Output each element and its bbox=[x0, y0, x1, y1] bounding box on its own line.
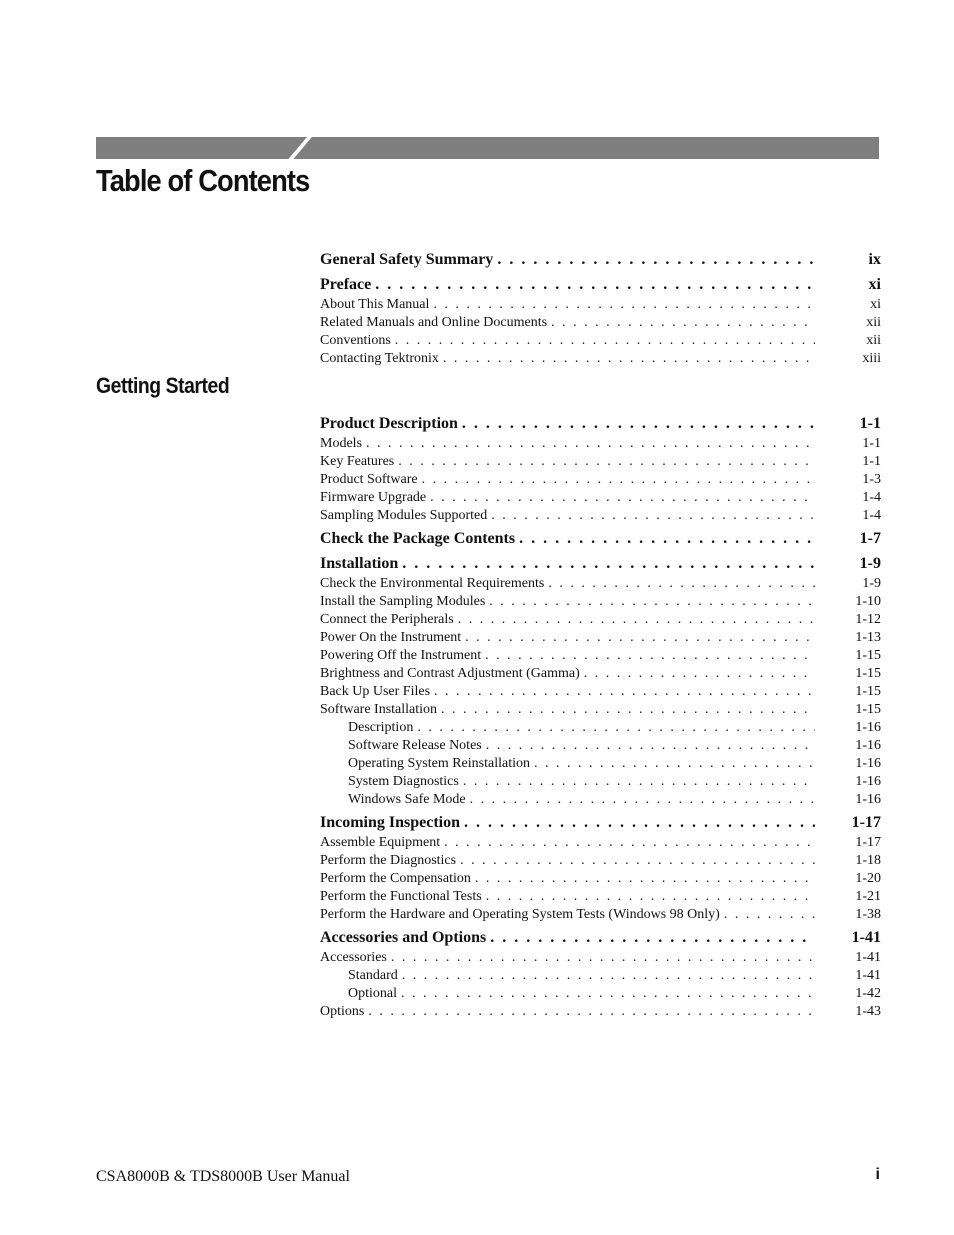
toc-entry[interactable] bbox=[320, 332, 881, 350]
footer-manual-title: CSA8000B & TDS8000B User Manual bbox=[96, 1168, 350, 1185]
toc-entry[interactable] bbox=[320, 773, 881, 791]
toc-entry-label: Windows Safe Mode bbox=[348, 792, 466, 807]
header-banner bbox=[96, 137, 879, 159]
toc-entry[interactable] bbox=[320, 927, 881, 949]
toc-entry[interactable] bbox=[320, 665, 881, 683]
toc-leader-dots bbox=[534, 755, 815, 773]
toc-entry-page: 1-4 bbox=[862, 490, 881, 505]
toc-entry-page: 1-3 bbox=[862, 472, 881, 487]
toc-entry-page: xii bbox=[866, 333, 881, 348]
toc-entry-page: 1-10 bbox=[855, 594, 881, 609]
toc-entry-page: 1-43 bbox=[855, 1004, 881, 1019]
toc-entry-label: Product Description bbox=[320, 415, 458, 432]
toc-entry[interactable] bbox=[320, 852, 881, 870]
toc-entry[interactable] bbox=[320, 755, 881, 773]
toc-entry-page: 1-17 bbox=[855, 835, 881, 850]
toc-leader-dots bbox=[422, 471, 815, 489]
toc-leader-dots bbox=[497, 249, 815, 271]
toc-entry-page: 1-15 bbox=[855, 648, 881, 663]
toc-entry[interactable] bbox=[320, 314, 881, 332]
toc-leader-dots bbox=[430, 489, 815, 507]
toc-entry-label: Check the Environmental Requirements bbox=[320, 576, 545, 591]
toc-entry[interactable] bbox=[320, 737, 881, 755]
toc-entry[interactable] bbox=[320, 611, 881, 629]
toc-leader-dots bbox=[368, 1003, 815, 1021]
footer-page-number: i bbox=[875, 1166, 880, 1183]
toc-entry[interactable] bbox=[320, 453, 881, 471]
toc-entry[interactable] bbox=[320, 249, 881, 271]
toc-leader-dots bbox=[465, 629, 815, 647]
toc-leader-dots bbox=[433, 296, 815, 314]
toc-entry-page: 1-41 bbox=[855, 968, 881, 983]
toc-entry-page: 1-16 bbox=[855, 792, 881, 807]
toc-leader-dots bbox=[489, 593, 815, 611]
toc-leader-dots bbox=[391, 949, 815, 967]
toc-entry[interactable] bbox=[320, 593, 881, 611]
toc-entry-label: System Diagnostics bbox=[348, 774, 459, 789]
toc-entry-label: Standard bbox=[348, 968, 398, 983]
toc-entry-page: 1-15 bbox=[855, 666, 881, 681]
toc-entry-label: Install the Sampling Modules bbox=[320, 594, 486, 609]
toc-entry-label: Connect the Peripherals bbox=[320, 612, 454, 627]
toc-entry-label: Operating System Reinstallation bbox=[348, 756, 530, 771]
toc-entry-page: 1-21 bbox=[855, 889, 881, 904]
toc-leader-dots bbox=[491, 507, 815, 525]
toc-entry-page: 1-15 bbox=[855, 684, 881, 699]
toc-leader-dots bbox=[398, 453, 815, 471]
toc-getting-started bbox=[320, 413, 881, 1021]
toc-entry-label: Perform the Compensation bbox=[320, 871, 471, 886]
toc-entry-label: Contacting Tektronix bbox=[320, 351, 439, 366]
toc-entry-label: Preface bbox=[320, 276, 372, 293]
toc-leader-dots bbox=[519, 528, 815, 550]
toc-entry[interactable] bbox=[320, 967, 881, 985]
toc-leader-dots bbox=[486, 888, 815, 906]
toc-entry-label: Perform the Hardware and Operating System Tests (Windows 98 Only) bbox=[320, 907, 720, 922]
toc-leader-dots bbox=[475, 870, 815, 888]
toc-entry-label: Brightness and Contrast Adjustment (Gamma) bbox=[320, 666, 580, 681]
toc-entry[interactable] bbox=[320, 906, 881, 924]
toc-entry-page: 1-20 bbox=[855, 871, 881, 886]
toc-entry-page: 1-18 bbox=[855, 853, 881, 868]
toc-entry-label: Perform the Diagnostics bbox=[320, 853, 457, 868]
toc-leader-dots bbox=[584, 665, 815, 683]
toc-entry[interactable] bbox=[320, 575, 881, 593]
toc-entry-label: Perform the Functional Tests bbox=[320, 889, 482, 904]
toc-entry[interactable] bbox=[320, 701, 881, 719]
toc-entry[interactable] bbox=[320, 683, 881, 701]
toc-entry-page: 1-16 bbox=[855, 720, 881, 735]
toc-entry[interactable] bbox=[320, 870, 881, 888]
toc-entry-page: 1-4 bbox=[862, 508, 881, 523]
toc-leader-dots bbox=[395, 332, 815, 350]
page-title: Table of Contents bbox=[96, 163, 310, 198]
toc-entry-label: Related Manuals and Online Documents bbox=[320, 315, 548, 330]
toc-entry[interactable] bbox=[320, 812, 881, 834]
toc-leader-dots bbox=[458, 611, 815, 629]
toc-entry[interactable] bbox=[320, 553, 881, 575]
toc-entry-page: xi bbox=[870, 297, 881, 312]
toc-entry[interactable] bbox=[320, 507, 881, 525]
toc-leader-dots bbox=[490, 927, 815, 949]
toc-entry-label: About This Manual bbox=[320, 297, 430, 312]
toc-leader-dots bbox=[485, 647, 815, 665]
toc-entry-label: Optional bbox=[348, 986, 397, 1001]
toc-entry-page: 1-16 bbox=[855, 756, 881, 771]
toc-entry[interactable] bbox=[320, 1003, 881, 1021]
toc-entry-page: 1-9 bbox=[859, 555, 881, 572]
toc-entry-page: 1-15 bbox=[855, 702, 881, 717]
toc-leader-dots bbox=[460, 852, 815, 870]
toc-entry[interactable] bbox=[320, 528, 881, 550]
toc-entry-page: 1-13 bbox=[855, 630, 881, 645]
toc-entry-page: 1-1 bbox=[862, 454, 881, 469]
toc-entry-label: Installation bbox=[320, 555, 399, 572]
toc-entry[interactable] bbox=[320, 629, 881, 647]
toc-leader-dots bbox=[401, 985, 815, 1003]
toc-entry-label: Accessories bbox=[320, 950, 387, 965]
toc-leader-dots bbox=[464, 812, 815, 834]
toc-entry-page: 1-17 bbox=[851, 814, 881, 831]
toc-entry-page: xii bbox=[866, 315, 881, 330]
toc-entry-page: ix bbox=[868, 251, 881, 268]
toc-entry-page: 1-41 bbox=[851, 929, 881, 946]
toc-entry-label: Sampling Modules Supported bbox=[320, 508, 488, 523]
toc-leader-dots bbox=[463, 773, 815, 791]
toc-entry[interactable] bbox=[320, 834, 881, 852]
toc-entry-label: General Safety Summary bbox=[320, 251, 494, 268]
toc-leader-dots bbox=[375, 274, 815, 296]
toc-entry[interactable] bbox=[320, 949, 881, 967]
toc-entry-label: Software Release Notes bbox=[348, 738, 482, 753]
toc-leader-dots bbox=[441, 701, 815, 719]
section-title-getting-started: Getting Started bbox=[96, 373, 230, 398]
toc-leader-dots bbox=[486, 737, 815, 755]
toc-leader-dots bbox=[724, 906, 815, 924]
toc-leader-dots bbox=[470, 791, 815, 809]
toc-leader-dots bbox=[443, 350, 815, 368]
toc-entry[interactable] bbox=[320, 985, 881, 1003]
toc-entry[interactable] bbox=[320, 350, 881, 368]
toc-entry-page: 1-12 bbox=[855, 612, 881, 627]
toc-entry-page: xiii bbox=[862, 351, 881, 366]
toc-leader-dots bbox=[434, 683, 815, 701]
toc-entry-label: Power On the Instrument bbox=[320, 630, 462, 645]
toc-entry-page: 1-42 bbox=[855, 986, 881, 1001]
toc-leader-dots bbox=[402, 967, 815, 985]
toc-entry-label: Accessories and Options bbox=[320, 929, 487, 946]
toc-entry-label: Options bbox=[320, 1004, 365, 1019]
toc-entry-label: Product Software bbox=[320, 472, 418, 487]
toc-entry-page: 1-9 bbox=[862, 576, 881, 591]
toc-entry-label: Key Features bbox=[320, 454, 395, 469]
toc-leader-dots bbox=[444, 834, 815, 852]
toc-entry[interactable] bbox=[320, 435, 881, 453]
toc-entry-label: Description bbox=[348, 720, 414, 735]
toc-leader-dots bbox=[548, 575, 815, 593]
toc-leader-dots bbox=[462, 413, 815, 435]
toc-entry-label: Models bbox=[320, 436, 362, 451]
toc-entry-label: Back Up User Files bbox=[320, 684, 431, 699]
toc-entry-page: 1-16 bbox=[855, 774, 881, 789]
toc-leader-dots bbox=[366, 435, 815, 453]
toc-leader-dots bbox=[551, 314, 815, 332]
toc-entry-page: 1-16 bbox=[855, 738, 881, 753]
toc-entry-page: xi bbox=[868, 276, 881, 293]
toc-entry-label: Software Installation bbox=[320, 702, 438, 717]
toc-entry-page: 1-38 bbox=[855, 907, 881, 922]
toc-entry-label: Assemble Equipment bbox=[320, 835, 441, 850]
banner-slash bbox=[282, 137, 316, 159]
toc-entry-page: 1-7 bbox=[859, 530, 881, 547]
toc-entry[interactable] bbox=[320, 471, 881, 489]
toc-entry-label: Firmware Upgrade bbox=[320, 490, 427, 505]
toc-entry-label: Check the Package Contents bbox=[320, 530, 516, 547]
toc-entry-label: Incoming Inspection bbox=[320, 814, 461, 831]
toc-entry-label: Powering Off the Instrument bbox=[320, 648, 482, 663]
toc-leader-dots bbox=[402, 553, 815, 575]
toc-leader-dots bbox=[417, 719, 815, 737]
toc-entry[interactable] bbox=[320, 274, 881, 296]
toc-entry-page: 1-1 bbox=[862, 436, 881, 451]
toc-entry[interactable] bbox=[320, 791, 881, 809]
toc-entry-page: 1-1 bbox=[859, 415, 881, 432]
toc-front-matter bbox=[320, 249, 881, 368]
toc-entry[interactable] bbox=[320, 719, 881, 737]
toc-entry-page: 1-41 bbox=[855, 950, 881, 965]
toc-entry[interactable] bbox=[320, 413, 881, 435]
toc-entry[interactable] bbox=[320, 647, 881, 665]
toc-entry[interactable] bbox=[320, 296, 881, 314]
toc-entry[interactable] bbox=[320, 489, 881, 507]
toc-entry[interactable] bbox=[320, 888, 881, 906]
toc-entry-label: Conventions bbox=[320, 333, 391, 348]
